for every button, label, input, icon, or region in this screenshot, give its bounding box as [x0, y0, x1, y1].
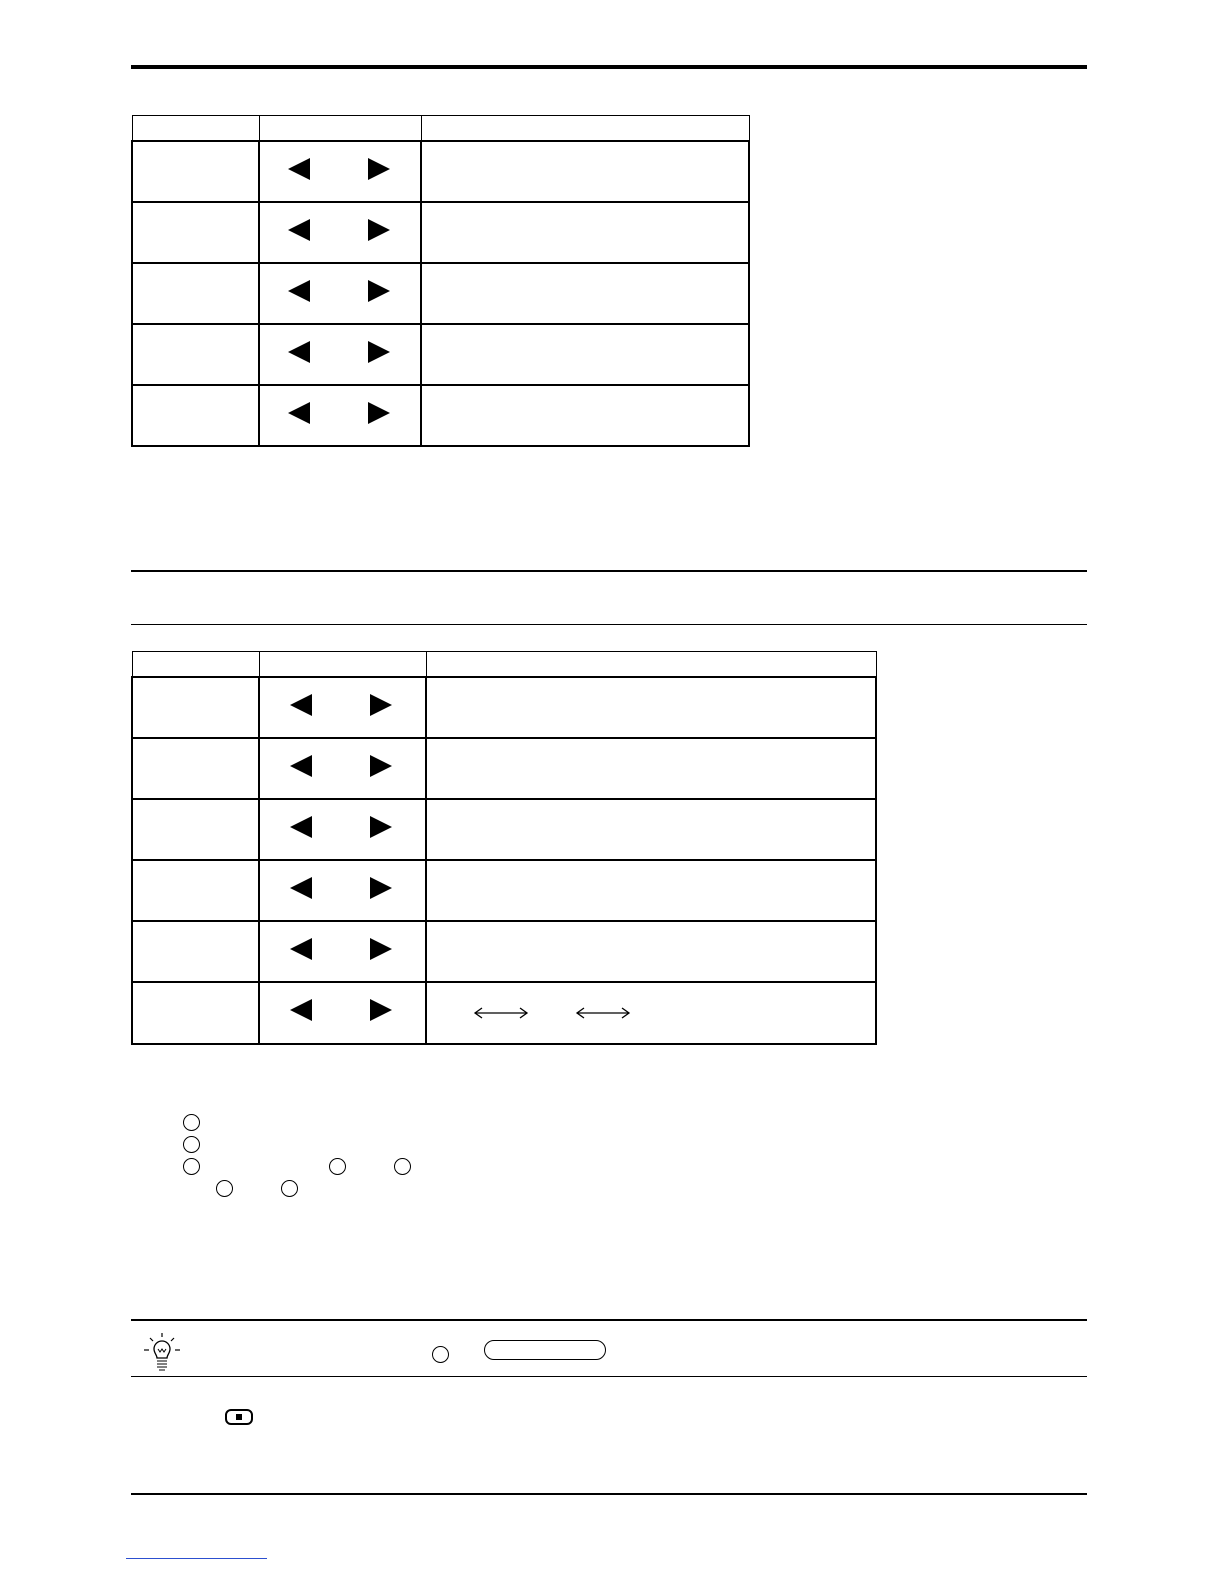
- right-triangle-icon[interactable]: [368, 280, 390, 302]
- table-header-row: [132, 652, 876, 678]
- left-triangle-icon[interactable]: [288, 280, 310, 302]
- right-triangle-icon[interactable]: [368, 158, 390, 180]
- adjust-cell: [259, 202, 421, 263]
- left-triangle-icon[interactable]: [290, 877, 312, 899]
- circle-button-icon: [183, 1114, 200, 1131]
- stop-button-icon: [225, 1409, 253, 1425]
- right-triangle-icon[interactable]: [368, 402, 390, 424]
- left-triangle-icon[interactable]: [288, 341, 310, 363]
- adjust-cell: [259, 982, 426, 1044]
- left-triangle-icon[interactable]: [290, 816, 312, 838]
- table-row: [132, 263, 749, 324]
- left-triangle-icon[interactable]: [288, 158, 310, 180]
- right-triangle-icon[interactable]: [370, 877, 392, 899]
- circle-button-icon: [432, 1346, 449, 1363]
- table-row: [132, 921, 876, 982]
- adjust-cell: [259, 141, 421, 202]
- adjust-cell: [259, 385, 421, 446]
- adjust-cell: [259, 921, 426, 982]
- circle-button-icon: [183, 1136, 200, 1153]
- circle-button-icon: [216, 1180, 233, 1197]
- table-row: [132, 982, 876, 1044]
- right-triangle-icon[interactable]: [370, 938, 392, 960]
- footer-link-underline[interactable]: [126, 1558, 267, 1559]
- left-triangle-icon[interactable]: [290, 938, 312, 960]
- cycle-cell: [426, 982, 876, 1044]
- left-triangle-icon[interactable]: [288, 402, 310, 424]
- right-triangle-icon[interactable]: [370, 694, 392, 716]
- adjust-cell: [259, 677, 426, 738]
- circle-button-icon: [183, 1158, 200, 1175]
- tip-rule-top: [131, 1319, 1087, 1321]
- adjust-cell: [259, 860, 426, 921]
- table-row: [132, 141, 749, 202]
- circle-button-icon: [394, 1158, 411, 1175]
- right-triangle-icon[interactable]: [370, 816, 392, 838]
- table-row: [132, 677, 876, 738]
- table-row: [132, 860, 876, 921]
- menu-key-icon: [484, 1340, 606, 1360]
- table-row: [132, 385, 749, 446]
- double-arrow-icon: [575, 1007, 631, 1019]
- left-triangle-icon[interactable]: [290, 694, 312, 716]
- tip-rule-bottom: [131, 1376, 1087, 1377]
- double-arrow-icon: [473, 1007, 529, 1019]
- right-triangle-icon[interactable]: [370, 755, 392, 777]
- right-triangle-icon[interactable]: [368, 341, 390, 363]
- left-triangle-icon[interactable]: [288, 219, 310, 241]
- section-rule-top: [131, 570, 1087, 572]
- table-row: [132, 202, 749, 263]
- adjust-cell: [259, 738, 426, 799]
- left-triangle-icon[interactable]: [290, 755, 312, 777]
- table-row: [132, 324, 749, 385]
- top-rule: [131, 65, 1087, 69]
- adjust-cell: [259, 799, 426, 860]
- adjust-cell: [259, 263, 421, 324]
- table-header-row: [132, 116, 749, 142]
- table-row: [132, 738, 876, 799]
- section-rule-bottom: [131, 624, 1087, 625]
- lightbulb-tip-icon: [142, 1332, 182, 1374]
- adjust-cell: [259, 324, 421, 385]
- settings-table-1: [131, 115, 750, 447]
- circle-button-icon: [329, 1158, 346, 1175]
- left-triangle-icon[interactable]: [290, 999, 312, 1021]
- right-triangle-icon[interactable]: [370, 999, 392, 1021]
- settings-table-2: [131, 651, 877, 1045]
- bottom-rule: [131, 1493, 1087, 1495]
- circle-button-icon: [281, 1180, 298, 1197]
- table-row: [132, 799, 876, 860]
- right-triangle-icon[interactable]: [368, 219, 390, 241]
